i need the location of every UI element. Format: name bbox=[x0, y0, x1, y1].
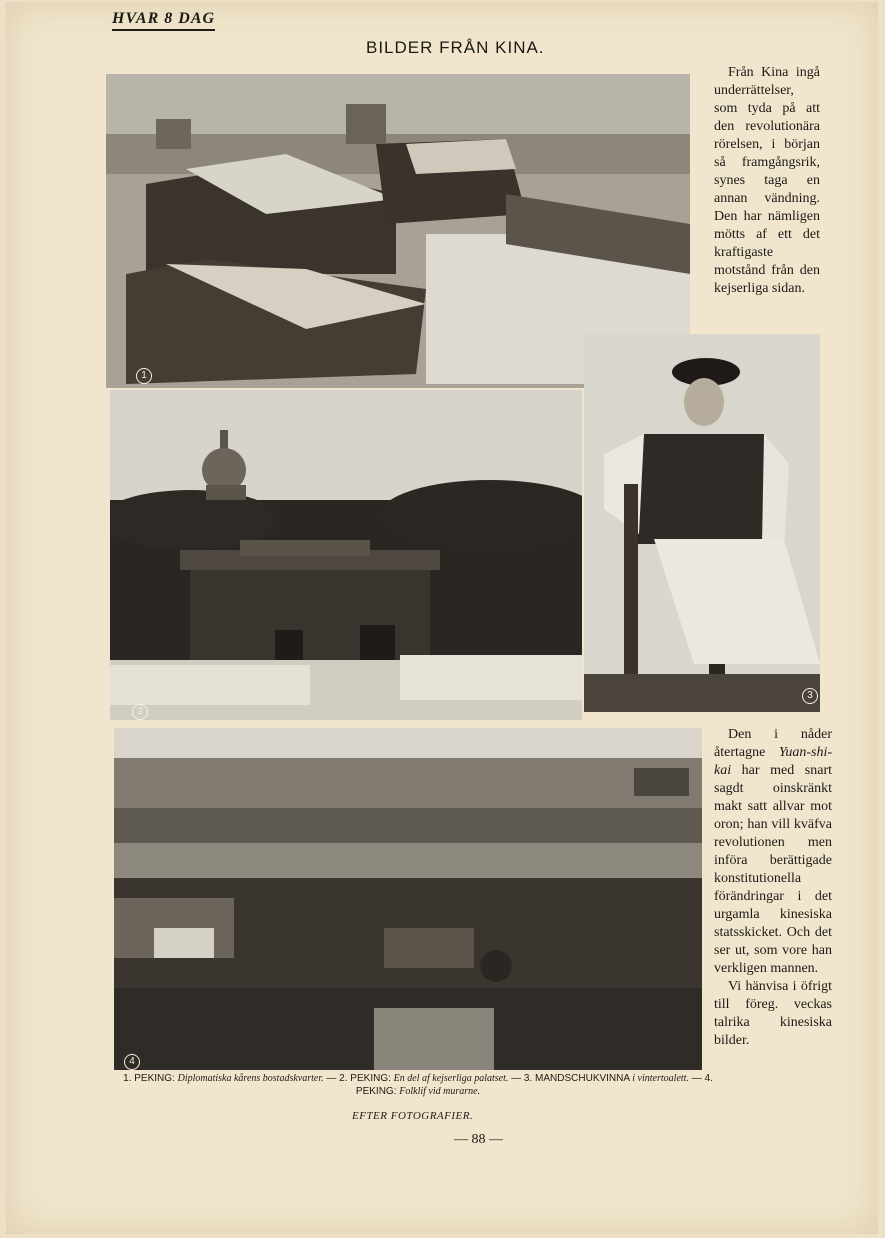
photo-number-badge: 4 bbox=[124, 1054, 140, 1070]
photo-2 bbox=[110, 390, 582, 720]
photo-3 bbox=[584, 334, 820, 712]
masthead: HVAR 8 DAG bbox=[112, 10, 215, 31]
article-column-top bbox=[714, 64, 820, 298]
article-column-bottom bbox=[714, 726, 832, 1050]
article-paragraph: Den i nåder återtagne Yuan-shi-kai har med snart sagdt oinskränkt makt satt allvar mot oron; han vill kväfva revolutionen men införa berättigade konstitutionella förändringar i det urgamla kinesiska statsskicket. Och det ser ut, som vore han verkligen mannen. bbox=[714, 727, 832, 976]
magazine-page bbox=[6, 2, 878, 1234]
article-paragraph: Från Kina ingå underrättelser, som tyda på att den revolutionära rörelsen, i början så framgångsrik, synes taga en annan vändning. Den har nämligen mötts af ett det kraftigaste motstånd från den kejserliga sidan. bbox=[714, 65, 820, 296]
photo-number-badge: 3 bbox=[802, 688, 818, 704]
photo-caption: 1. PEKING: Diplomatiska kårens bostadskvarter. — 2. PEKING: En del af kejserliga palatset. — 3. MANDSCHUKVINNA i vintertoalett. — 4. PEKING: Folklif vid murarne. bbox=[123, 1073, 713, 1097]
page-number: — 88 — bbox=[454, 1132, 503, 1147]
photo-4 bbox=[114, 728, 702, 1070]
photo-number-badge: 1 bbox=[136, 368, 152, 384]
photo-credit: EFTER FOTOGRAFIER. bbox=[352, 1110, 474, 1122]
photo-number-badge: 2 bbox=[132, 704, 148, 720]
person-name: Yuan-shi-kai bbox=[714, 745, 832, 778]
page-title: BILDER FRÅN KINA. bbox=[366, 38, 545, 57]
article-paragraph: Vi hänvisa i öfrigt till föreg. veckas talrika kinesiska bilder. bbox=[714, 979, 832, 1048]
